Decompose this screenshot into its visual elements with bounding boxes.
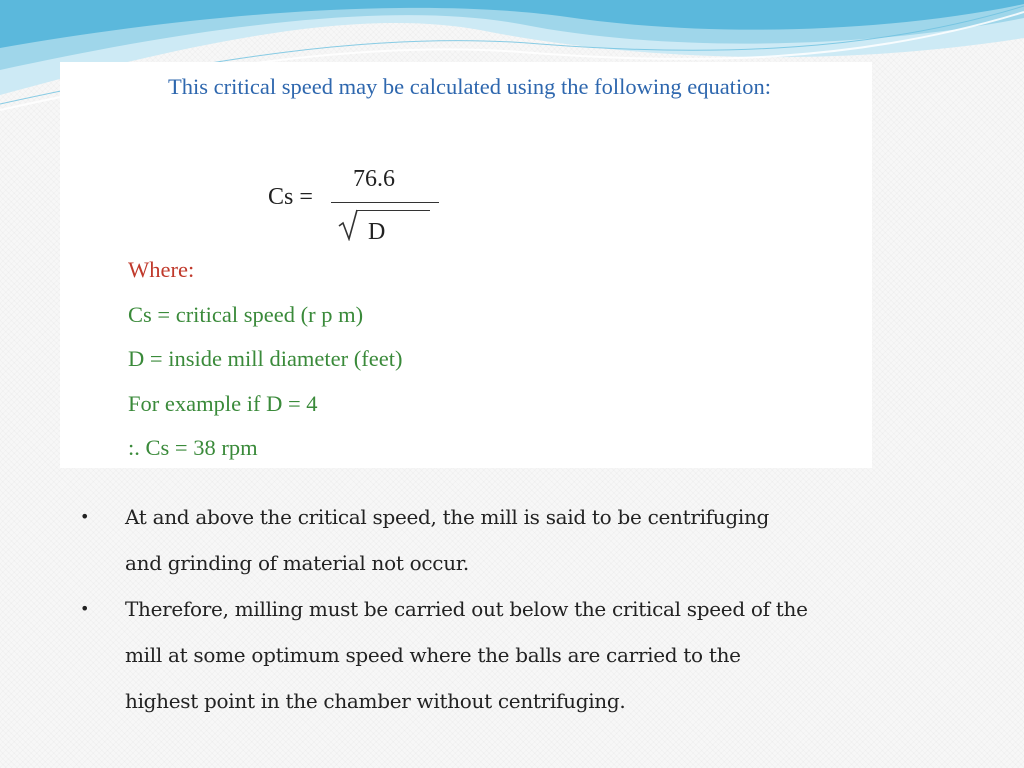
bullet-line: At and above the critical speed, the mill is said to be centrifuging: [125, 505, 770, 529]
bullet-line: mill at some optimum speed where the balls are carried to the: [125, 643, 741, 667]
bullet-item-milling-speed: [80, 586, 900, 724]
bullet-line: and grinding of material not occur.: [125, 551, 469, 575]
where-definitions: [128, 248, 402, 471]
formula-lhs: Cs =: [268, 184, 313, 210]
equation-image-panel: [60, 62, 872, 468]
fraction-bar: [331, 202, 439, 203]
square-root-sign: [338, 209, 362, 241]
equation-intro-text: This critical speed may be calculated using the following equation:: [168, 74, 771, 99]
bullet-marker: •: [80, 599, 90, 618]
formula-numerator: 76.6: [353, 166, 395, 192]
critical-speed-formula: [268, 164, 458, 254]
formula-radicand: D: [368, 219, 386, 245]
bullet-line: highest point in the chamber without centrifuging.: [125, 689, 626, 713]
example-result: :. Cs = 38 rpm: [128, 435, 258, 460]
where-title: Where:: [128, 257, 195, 282]
bullet-marker: •: [80, 507, 90, 526]
definition-d: D = inside mill diameter (feet): [128, 346, 403, 371]
bullet-item-centrifuging: [80, 494, 900, 586]
square-root-bar: [356, 210, 430, 211]
bullet-line: Therefore, milling must be carried out below the critical speed of the: [125, 597, 808, 621]
example-given: For example if D = 4: [128, 390, 318, 416]
definition-cs: Cs = critical speed (r p m): [128, 301, 364, 327]
bullet-list: [80, 494, 900, 724]
